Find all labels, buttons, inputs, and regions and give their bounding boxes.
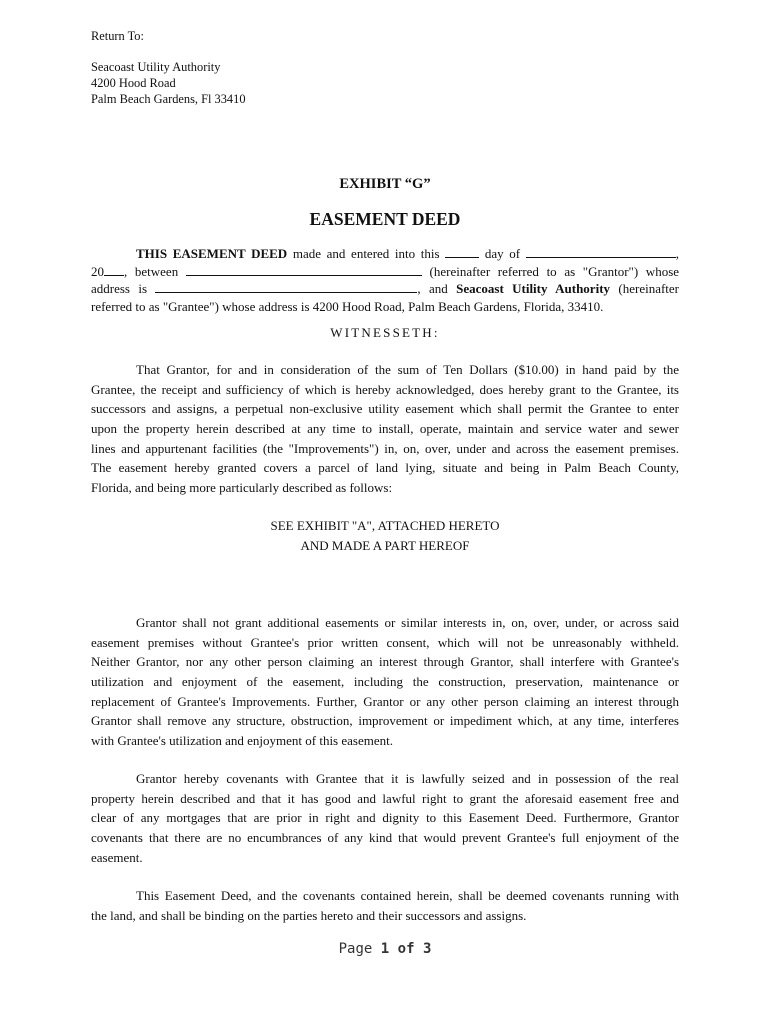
grantor-address-blank — [155, 281, 417, 293]
para1-line: successors and assigns, a perpetual non-exclusive utility easement which shall permit the Grantee to enter — [91, 401, 679, 417]
return-street: 4200 Hood Road — [91, 76, 176, 90]
page-footer — [0, 941, 770, 957]
no-interference-paragraph — [91, 613, 679, 751]
para3-line: property herein described and that it has good and lawful right to grant the aforesaid easement free and — [91, 790, 679, 806]
para3-line: Grantor hereby covenants with Grantee that it is lawfully seized and in possession of the real — [136, 771, 679, 786]
para1-line: lines and appurtenant facilities (the "Improvements") in, on, over, under and across the easement premises. — [91, 440, 679, 456]
para1-line: The easement hereby granted covers a parcel of land lying, situate and being in Palm Beach County, — [91, 460, 679, 476]
return-to-block — [91, 28, 246, 107]
para2-line: Grantor shall not grant additional easements or similar interests in, on, over, under, or across said — [136, 615, 679, 630]
witnesseth-heading: WITNESSETH: — [330, 325, 440, 340]
page-word: Page — [338, 941, 373, 957]
intro-paragraph — [91, 245, 679, 315]
para2-line: Neither Grantor, nor any other person claiming an interest through Grantor, shall interfere with Grantee's — [91, 654, 679, 670]
para3-line: easement. — [91, 849, 143, 865]
grantor-name-blank — [186, 264, 422, 276]
intro-line-1: THIS EASEMENT DEED made and entered into this day of , — [136, 246, 680, 261]
exhibit-label: EXHIBIT “G” — [339, 176, 431, 192]
see-exhibit-block — [0, 516, 770, 556]
para2-line: Grantor shall remove any structure, obstruction, improvement or impediment which, at any time, interferes — [91, 713, 679, 729]
para2-line: utilization and enjoyment of the easement, including the construction, preservation, maintenance or — [91, 674, 679, 690]
para1-line: upon the property herein described at any time to install, operate, maintain and service water and sewer — [91, 421, 679, 437]
para1-line: Florida, and being more particularly described as follows: — [91, 480, 393, 496]
page-number: 1 — [380, 941, 390, 957]
para3-line: clear of any mortgages that are prior in right and dignity to this Easement Deed. Furthermore, Grantor — [91, 810, 679, 826]
para2-line: with Grantee's utilization and enjoyment of this easement. — [91, 733, 393, 749]
year-blank — [104, 264, 124, 276]
binding-paragraph — [91, 886, 679, 925]
intro-line-2: 20 , between (hereinafter referred to as "Grantor") whose — [91, 263, 680, 279]
return-city: Palm Beach Gardens, Fl 33410 — [91, 92, 246, 106]
para1-line: Grantee, the receipt and sufficiency of which is hereby acknowledged, does hereby grant to the Grantee, its — [91, 381, 679, 397]
grant-paragraph — [91, 360, 679, 498]
intro-line-4: referred to as "Grantee") whose address is 4200 Hood Road, Palm Beach Gardens, Florida, 33410. — [91, 298, 604, 314]
return-name: Seacoast Utility Authority — [91, 60, 221, 74]
return-to-label: Return To: — [91, 29, 144, 43]
grantee-name: Seacoast Utility Authority — [456, 281, 611, 296]
para1-line: That Grantor, for and in consideration of the sum of Ten Dollars ($10.00) in hand paid by the — [136, 362, 679, 377]
para2-line: replacement of Grantee's Improvements. Further, Grantor or any other person claiming an interest through — [91, 693, 679, 709]
page-total: 3 — [422, 941, 432, 957]
intro-bold-lead: THIS EASEMENT DEED — [136, 246, 288, 261]
para4-line: the land, and shall be binding on the parties hereto and their successors and assigns. — [91, 907, 527, 923]
document-title: EASEMENT DEED — [309, 209, 461, 229]
para3-line: covenants that there are no encumbrances of any kind that would prevent Grantee's full enjoyment of the — [91, 830, 679, 846]
see-exhibit-line: AND MADE A PART HEREOF — [300, 538, 470, 553]
day-blank — [445, 246, 479, 258]
covenant-paragraph — [91, 769, 679, 867]
para2-line: easement premises without Grantee's prior written consent, which will not be unreasonably withheld. — [91, 634, 679, 650]
see-exhibit-line: SEE EXHIBIT "A", ATTACHED HERETO — [270, 518, 500, 533]
of-word: of — [397, 941, 415, 957]
month-blank — [526, 246, 676, 258]
intro-line-3: address is , and Seacoast Utility Authority (hereinafter — [91, 281, 680, 296]
para4-line: This Easement Deed, and the covenants contained herein, shall be deemed covenants running with — [136, 888, 679, 903]
